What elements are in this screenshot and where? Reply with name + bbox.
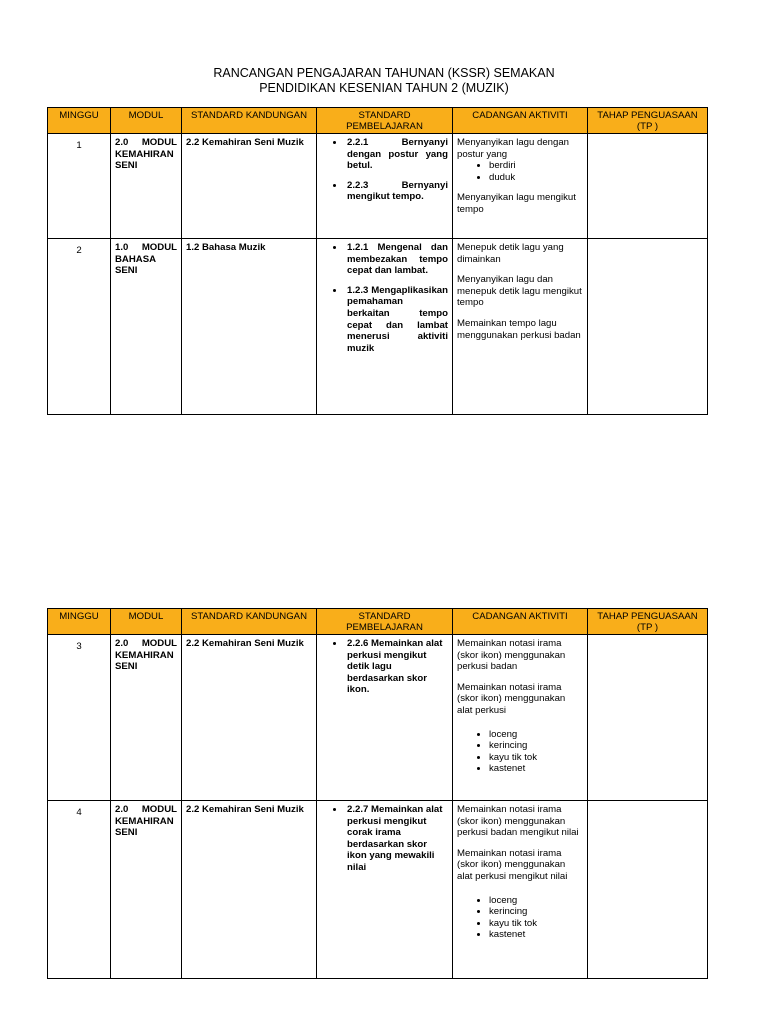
pembelajaran-cell bbox=[317, 801, 453, 979]
header-cadangan-aktiviti: CADANGAN AKTIVITI bbox=[453, 609, 588, 635]
aktiviti-list-item: • berdiri bbox=[489, 160, 583, 172]
tp-cell bbox=[588, 635, 708, 801]
aktiviti-text: Menyanyikan lagu dan menepuk detik lagu mengikut tempo bbox=[457, 274, 582, 309]
aktiviti-cell bbox=[453, 635, 588, 801]
pembelajaran-item: • 2.2.7 Memainkan alat perkusi mengikut corak irama berdasarkan skor ikon yang mewakili nilai bbox=[345, 804, 448, 874]
title-line-1: RANCANGAN PENGAJARAN TAHUNAN (KSSR) SEMAKAN bbox=[213, 66, 555, 80]
aktiviti-list-item: • kastenet bbox=[489, 763, 583, 775]
header-cadangan-aktiviti: CADANGAN AKTIVITI bbox=[453, 108, 588, 134]
modul-cell: 2.0 MODUL KEMAHIRAN SENI bbox=[111, 635, 182, 801]
pembelajaran-cell bbox=[317, 134, 453, 239]
header-standard-pembelajaran: STANDARD PEMBELAJARAN bbox=[317, 609, 453, 635]
header-modul: MODUL bbox=[111, 108, 182, 134]
pembelajaran-cell bbox=[317, 239, 453, 415]
modul-cell: 2.0 MODUL KEMAHIRAN SENI bbox=[111, 134, 182, 239]
pembelajaran-item: • 2.2.3 Bernyanyi mengikut tempo. bbox=[345, 180, 448, 203]
pembelajaran-cell bbox=[317, 635, 453, 801]
aktiviti-list-item: • kayu tik tok bbox=[489, 918, 583, 930]
table-row bbox=[48, 134, 708, 239]
aktiviti-text: Memainkan notasi irama (skor ikon) menggunakan alat perkusi mengikut nilai bbox=[457, 847, 568, 882]
table-row bbox=[48, 635, 708, 801]
minggu-cell: 4 bbox=[48, 801, 111, 979]
header-minggu: MINGGU bbox=[48, 108, 111, 134]
document-title bbox=[0, 66, 768, 96]
aktiviti-text: Memainkan notasi irama (skor ikon) menggunakan alat perkusi bbox=[457, 681, 566, 716]
title-line-2: PENDIDIKAN KESENIAN TAHUN 2 (MUZIK) bbox=[259, 81, 509, 95]
pembelajaran-item: • 1.2.1 Mengenal dan membezakan tempo cepat dan lambat. bbox=[345, 242, 448, 277]
aktiviti-list-item: • kerincing bbox=[489, 740, 583, 752]
pembelajaran-item: • 1.2.3 Mengaplikasikan pemahaman berkaitan tempo cepat dan lambat menerusi aktiviti muzik bbox=[345, 285, 448, 355]
aktiviti-list-item: • loceng bbox=[489, 729, 583, 741]
aktiviti-text: Menyanyikan lagu mengikut tempo bbox=[457, 192, 576, 215]
header-minggu: MINGGU bbox=[48, 609, 111, 635]
plan-table-2 bbox=[47, 608, 708, 979]
minggu-cell: 2 bbox=[48, 239, 111, 415]
tp-cell bbox=[588, 239, 708, 415]
aktiviti-cell bbox=[453, 134, 588, 239]
aktiviti-text: Memainkan tempo lagu menggunakan perkusi badan bbox=[457, 317, 581, 341]
tp-cell bbox=[588, 134, 708, 239]
table-row bbox=[48, 801, 708, 979]
header-standard-kandungan: STANDARD KANDUNGAN bbox=[182, 609, 317, 635]
modul-cell: 2.0 MODUL KEMAHIRAN SENI bbox=[111, 801, 182, 979]
aktiviti-list-item: • kastenet bbox=[489, 929, 583, 941]
kandungan-cell: 1.2 Bahasa Muzik bbox=[182, 239, 317, 415]
kandungan-cell: 2.2 Kemahiran Seni Muzik bbox=[182, 801, 317, 979]
aktiviti-list-item: • kerincing bbox=[489, 906, 583, 918]
header-standard-kandungan: STANDARD KANDUNGAN bbox=[182, 108, 317, 134]
kandungan-cell: 2.2 Kemahiran Seni Muzik bbox=[182, 134, 317, 239]
aktiviti-cell bbox=[453, 801, 588, 979]
table-header-row bbox=[48, 609, 708, 635]
header-modul: MODUL bbox=[111, 609, 182, 635]
aktiviti-text: Memainkan notasi irama (skor ikon) menggunakan perkusi badan mengikut nilai bbox=[457, 804, 579, 839]
header-tahap-penguasaan: TAHAP PENGUASAAN (TP ) bbox=[588, 108, 708, 134]
minggu-cell: 1 bbox=[48, 134, 111, 239]
pembelajaran-item: • 2.2.6 Memainkan alat perkusi mengikut detik lagu berdasarkan skor ikon. bbox=[345, 638, 448, 696]
pembelajaran-item: • 2.2.1 Bernyanyi dengan postur yang betul. bbox=[345, 137, 448, 172]
aktiviti-cell bbox=[453, 239, 588, 415]
kandungan-cell: 2.2 Kemahiran Seni Muzik bbox=[182, 635, 317, 801]
aktiviti-list-item: • loceng bbox=[489, 895, 583, 907]
header-standard-pembelajaran: STANDARD PEMBELAJARAN bbox=[317, 108, 453, 134]
header-tahap-penguasaan: TAHAP PENGUASAAN (TP ) bbox=[588, 609, 708, 635]
aktiviti-text: Memainkan notasi irama (skor ikon) menggunakan perkusi badan bbox=[457, 638, 566, 673]
table-row bbox=[48, 239, 708, 415]
aktiviti-list-item: • kayu tik tok bbox=[489, 752, 583, 764]
modul-cell: 1.0 MODUL BAHASA SENI bbox=[111, 239, 182, 415]
aktiviti-text: Menepuk detik lagu yang dimainkan bbox=[457, 242, 564, 265]
plan-table-1 bbox=[47, 107, 708, 415]
table-header-row bbox=[48, 108, 708, 134]
aktiviti-text: Menyanyikan lagu dengan postur yang bbox=[457, 137, 570, 160]
aktiviti-list-item: • duduk bbox=[489, 172, 583, 184]
minggu-cell: 3 bbox=[48, 635, 111, 801]
tp-cell bbox=[588, 801, 708, 979]
